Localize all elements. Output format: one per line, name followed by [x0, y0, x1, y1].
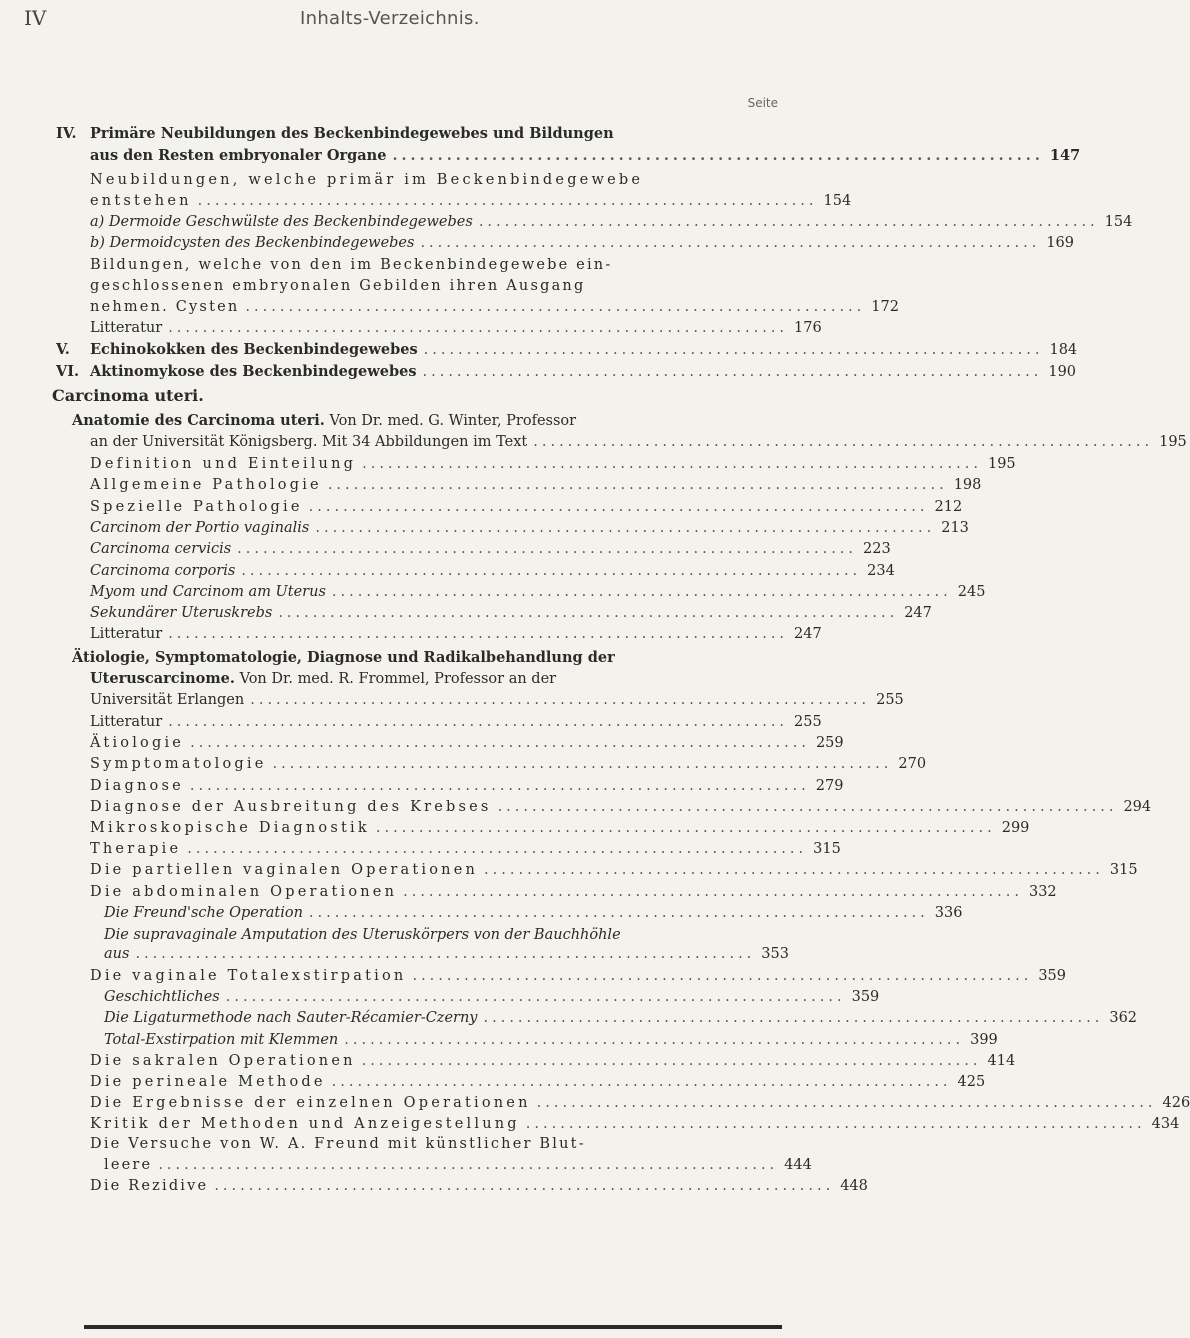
toc-entry: Definition und Einteilung ........................................................................ 195	[90, 456, 1016, 472]
toc-entry-title: Mikroskopische Diagnostik	[90, 820, 370, 836]
page-ref: 434	[1151, 1116, 1180, 1133]
sec4-number: IV.	[56, 125, 77, 142]
toc-entry: Kritik der Methoden und Anzeigestellung ........................................................................ 434	[90, 1116, 1180, 1133]
page-ref: 414	[987, 1052, 1016, 1069]
neubildungen-line1: Neubildungen, welche primär im Beckenbindegewebe	[90, 172, 644, 188]
page-ref: 426	[1162, 1095, 1190, 1112]
page-ref: 169	[1046, 235, 1074, 251]
toc-entry: Carcinoma corporis ........................................................................ 234	[90, 562, 895, 579]
page-ref: 247	[794, 626, 822, 643]
toc-entry-title: Therapie	[90, 841, 182, 858]
toc-entry-anatomie: an der Universität Königsberg. Mit 34 Abbildungen im Text ........................................................................ 195	[90, 434, 1187, 450]
page-ref: 299	[1001, 820, 1030, 836]
toc-entry-title: Carcinoma corporis	[90, 562, 236, 579]
bottom-rule	[84, 1325, 782, 1329]
toc-entry-litteratur: Litteratur ........................................................................ 176	[90, 320, 822, 336]
page-ref: 255	[876, 692, 904, 708]
toc-entry: Myom und Carcinom am Uterus ........................................................................ 245	[90, 583, 986, 600]
toc-entry-neubildungen: entstehen ........................................................................ 154	[90, 193, 852, 209]
toc-entry-title: Litteratur	[90, 714, 163, 730]
toc-entry: Carcinoma cervicis ........................................................................ 223	[90, 541, 891, 558]
versuche-line1: Die Versuche von W. A. Freund mit künstlicher Blut-	[90, 1136, 586, 1152]
toc-entry-title: Die Freund'sche Operation	[104, 904, 303, 921]
page-ref: 270	[898, 756, 927, 773]
toc-entry-title: Die Ergebnisse der einzelnen Operationen	[90, 1095, 531, 1112]
toc-entry: Carcinom der Portio vaginalis ........................................................................ 213	[90, 519, 969, 536]
toc-entry-bildungen: nehmen. Cysten ........................................................................ 172	[90, 299, 899, 315]
page-ref: 332	[1028, 883, 1057, 900]
page-ref: 444	[784, 1157, 812, 1173]
page-ref: 213	[941, 519, 969, 536]
toc-entry: Die vaginale Totalexstirpation ........................................................................ 359	[90, 968, 1067, 984]
toc-entry: Symptomatologie ........................................................................ 270	[90, 756, 927, 773]
toc-entry-title: Ätiologie	[90, 735, 185, 752]
toc-entry-sec4-title: aus den Resten embryonaler Organe ........................................................................ 147	[90, 147, 1081, 164]
toc-entry: Die partiellen vaginalen Operationen ........................................................................ 315	[90, 862, 1138, 879]
toc-entry: Litteratur ........................................................................ 247	[90, 626, 822, 643]
toc-entry-title: Die Ligaturmethode nach Sauter-Récamier-Czerny	[104, 1010, 478, 1027]
toc-entry: Diagnose der Ausbreitung des Krebses ........................................................................ 294	[90, 798, 1152, 815]
toc-entry: Therapie ........................................................................ 315	[90, 841, 841, 858]
page-ref: 172	[871, 299, 899, 315]
toc-entry-title: Geschichtliches	[104, 989, 220, 1006]
page-ref: 425	[957, 1074, 986, 1090]
toc-entry: Mikroskopische Diagnostik ........................................................................ 299	[90, 820, 1030, 836]
toc-entry-aetiologie: Universität Erlangen ........................................................................ 255	[90, 692, 904, 708]
anatomie-line1: Anatomie des Carcinoma uteri. Von Dr. med. G. Winter, Professor	[72, 412, 577, 429]
bildungen-line2: geschlossenen embryonalen Gebilden ihren Ausgang	[90, 278, 586, 294]
page-ref: 223	[863, 541, 891, 558]
running-title: Inhalts-Verzeichnis.	[300, 8, 480, 29]
toc-entry-title: Litteratur	[90, 626, 163, 643]
page-ref: 279	[815, 777, 844, 794]
page-ref: 154	[823, 193, 852, 209]
page-ref: 362	[1109, 1010, 1138, 1027]
toc-entry: Die abdominalen Operationen ........................................................................ 332	[90, 883, 1057, 900]
toc-entry-title: Sekundärer Uteruskrebs	[90, 605, 273, 622]
page-ref: 195	[1159, 434, 1187, 450]
page-ref: 315	[813, 841, 841, 858]
page-ref: 234	[867, 562, 895, 579]
toc-entry-title: Diagnose der Ausbreitung des Krebses	[90, 798, 492, 815]
sec4-title-line1	[56, 124, 614, 144]
page-ref: 176	[794, 320, 822, 336]
toc-entry: Diagnose ........................................................................ 279	[90, 777, 844, 794]
toc-entry: Die sakralen Operationen ........................................................................ 414	[90, 1052, 1016, 1069]
page-ref: 255	[794, 714, 822, 730]
page-ref: 399	[970, 1031, 998, 1048]
bildungen-line1: Bildungen, welche von den im Beckenbindegewebe ein-	[90, 257, 613, 273]
part-heading: Carcinoma uteri.	[52, 386, 204, 405]
toc-entry: Total-Exstirpation mit Klemmen ........................................................................ 399	[104, 1031, 998, 1048]
page-ref: 195	[987, 456, 1016, 472]
page-ref: 247	[904, 605, 932, 622]
toc-entry-title: Die abdominalen Operationen	[90, 883, 398, 900]
sec4-title-text: Primäre Neubildungen des Beckenbindegewebes und Bildungen	[90, 125, 614, 142]
toc-entry: Litteratur ........................................................................ 255	[90, 714, 822, 730]
toc-entry: Ätiologie ........................................................................ 259	[90, 735, 844, 752]
toc-entry: Spezielle Pathologie ........................................................................ 212	[90, 498, 963, 515]
toc-entry-title: Carcinoma cervicis	[90, 541, 232, 558]
page-ref: 147	[1049, 147, 1081, 164]
toc-entry-sec5: V. Echinokokken des Beckenbindegewebes ........................................................................ 184	[56, 341, 1078, 358]
page-ref: 245	[957, 583, 986, 600]
toc-entry-title: Myom und Carcinom am Uterus	[90, 583, 326, 600]
page-ref: 359	[851, 989, 880, 1006]
toc-entry-title: Symptomatologie	[90, 756, 267, 773]
toc-entry-title: Diagnose	[90, 777, 184, 794]
toc-entry-title: Carcinom der Portio vaginalis	[90, 519, 310, 536]
toc-entry-rezidive: Die Rezidive ........................................................................ 448	[90, 1178, 868, 1194]
toc-entry: Die Freund'sche Operation ........................................................................ 336	[104, 904, 963, 921]
toc-entry-title: Die vaginale Totalexstirpation	[90, 968, 407, 984]
toc-entry: Sekundärer Uteruskrebs ........................................................................ 247	[90, 605, 932, 622]
toc-entry: Die Ergebnisse der einzelnen Operationen ........................................................................ 426	[90, 1095, 1190, 1112]
toc-entry-title: Total-Exstirpation mit Klemmen	[104, 1031, 339, 1048]
toc-entry-title: Spezielle Pathologie	[90, 498, 303, 515]
aetiologie-line1: Ätiologie, Symptomatologie, Diagnose und Radikalbehandlung der	[72, 649, 615, 666]
toc-entry-versuche: leere ........................................................................ 444	[104, 1157, 812, 1173]
seite-label: Seite	[747, 96, 778, 110]
supravaginal-line1: Die supravaginale Amputation des Uteruskörpers von der Bauchhöhle	[104, 927, 621, 943]
toc-entry: Die perineale Methode ........................................................................ 425	[90, 1074, 986, 1090]
page-ref: 190	[1048, 364, 1077, 380]
aetiologie-line2: Uteruscarcinome. Von Dr. med. R. Frommel, Professor an der	[90, 670, 557, 687]
page-ref: 294	[1123, 798, 1152, 815]
toc-entry-title: Die sakralen Operationen	[90, 1052, 356, 1069]
page-ref: 315	[1109, 862, 1138, 879]
toc-entry-title: Definition und Einteilung	[90, 456, 357, 472]
page-ref: 259	[815, 735, 844, 752]
toc-entry: Die Ligaturmethode nach Sauter-Récamier-Czerny ........................................................................ 362	[104, 1010, 1138, 1027]
toc-entry-title: Die perineale Methode	[90, 1074, 326, 1090]
toc-entry: Allgemeine Pathologie ........................................................................ 198	[90, 477, 982, 494]
toc-entry-dermoide: a) Dermoide Geschwülste des Beckenbindegewebes ........................................................................ 154	[90, 214, 1133, 230]
toc-entry-title: Die partiellen vaginalen Operationen	[90, 862, 479, 879]
page-number: IV	[24, 6, 47, 30]
page-ref: 184	[1049, 342, 1078, 358]
toc-entry-title: Allgemeine Pathologie	[90, 477, 322, 494]
toc-entry-title: Kritik der Methoden und Anzeigestellung	[90, 1116, 520, 1133]
toc-entry-dermoidcysten: b) Dermoidcysten des Beckenbindegewebes ........................................................................ 169	[90, 235, 1074, 251]
toc-entry-sec6: VI. Aktinomykose des Beckenbindegewebes ........................................................................ 190	[56, 363, 1077, 380]
page-ref: 353	[761, 946, 789, 962]
page-ref: 359	[1038, 968, 1067, 984]
toc-entry: Geschichtliches ........................................................................ 359	[104, 989, 880, 1006]
page-ref: 212	[934, 498, 963, 515]
page-ref: 448	[840, 1178, 868, 1194]
toc-entry-supravaginal: aus ........................................................................ 353	[104, 946, 789, 962]
page-ref: 198	[953, 477, 982, 494]
page-ref: 154	[1104, 214, 1133, 230]
page-ref: 336	[934, 904, 963, 921]
